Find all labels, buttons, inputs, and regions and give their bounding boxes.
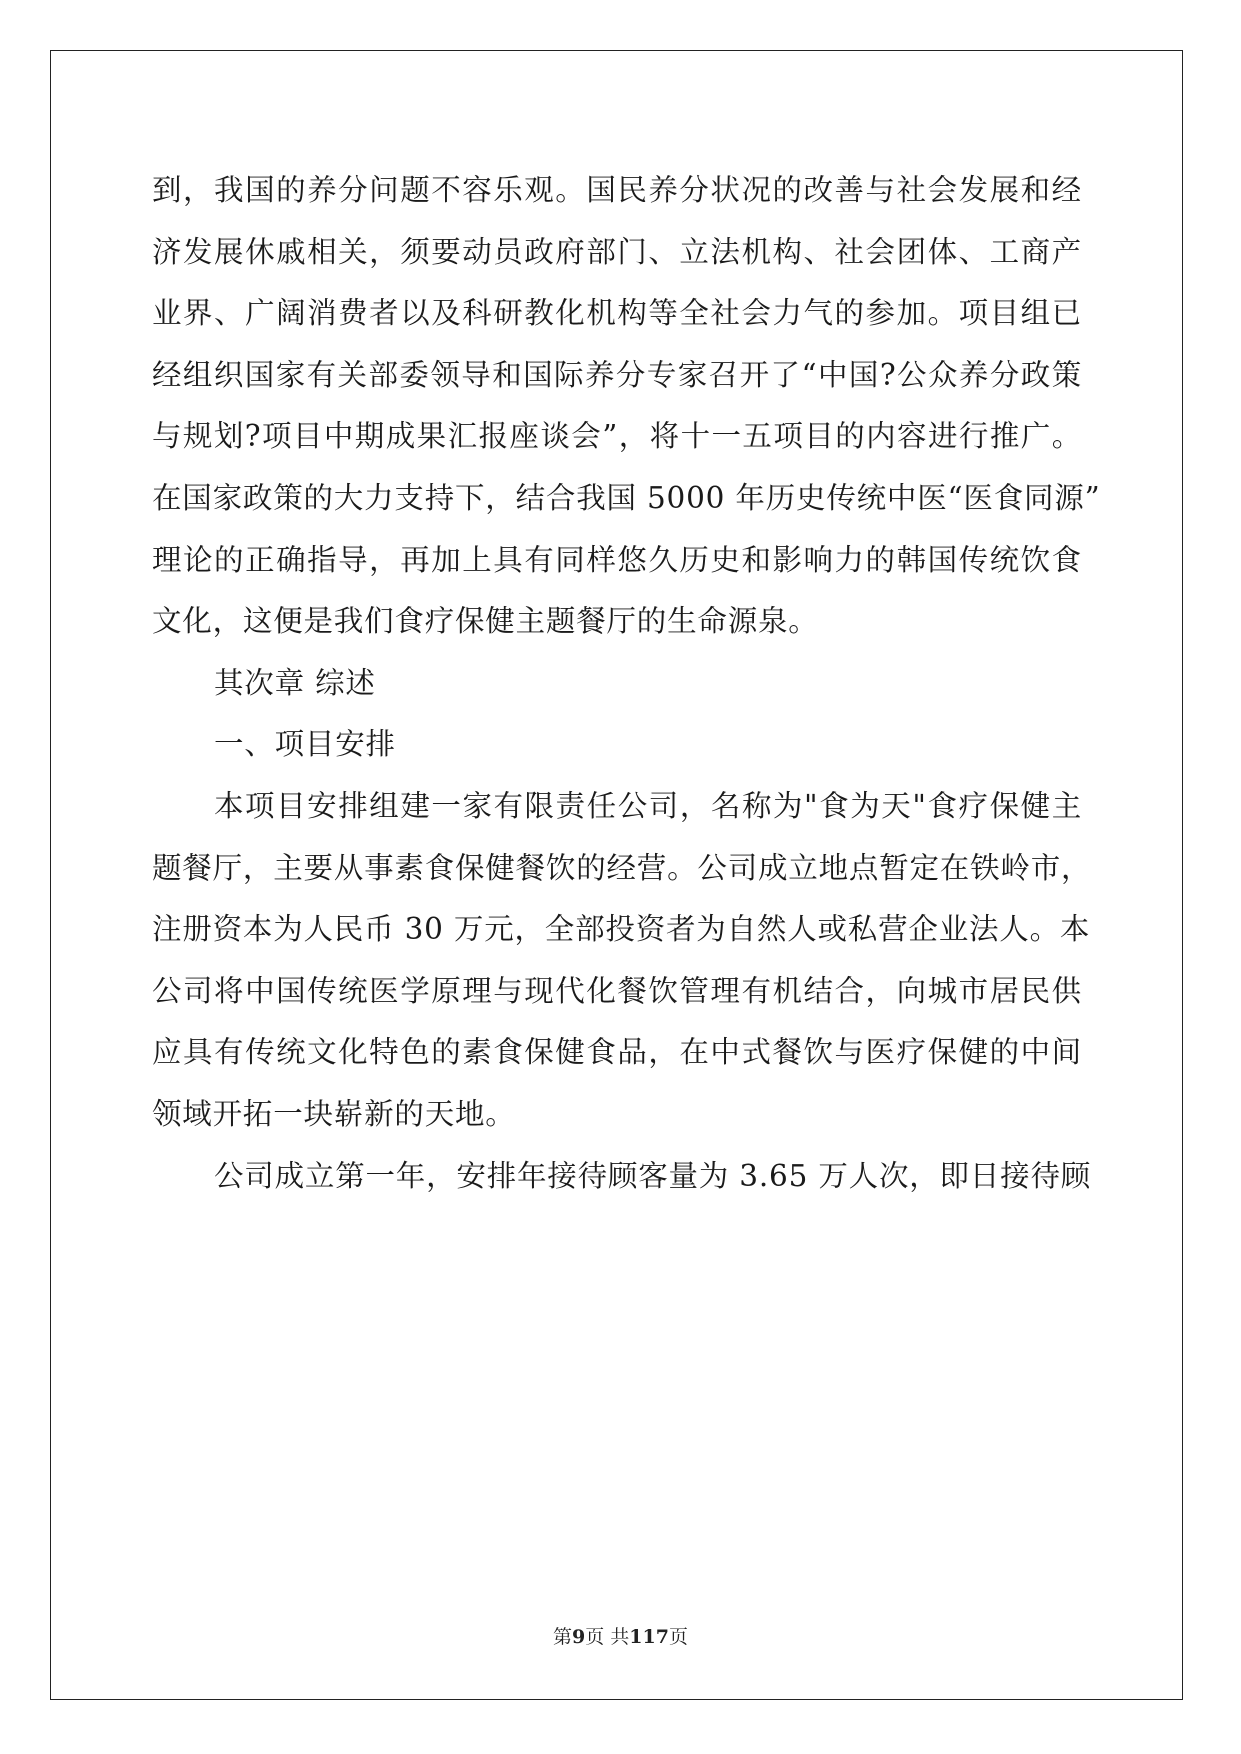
text-line: 注册资本为人民币 30 万元，全部投资者为自然人或私营企业法人。本: [152, 912, 1091, 947]
text-line: 在国家政策的大力支持下，结合我国 5000 年历史传统中医“医食同源”: [152, 480, 1101, 515]
page-footer: [0, 1622, 1241, 1649]
text-line: 经组织国家有关部委领导和国际养分专家召开了“中国?公众养分政策: [152, 357, 1082, 392]
text-line: 文化，这便是我们食疗保健主题餐厅的生命源泉。: [152, 604, 819, 639]
text-line: 公司将中国传统医学原理与现代化餐饮管理有机结合，向城市居民供: [152, 973, 1082, 1008]
text-line: 理论的正确指导，再加上具有同样悠久历史和影响力的韩国传统饮食: [152, 542, 1082, 577]
text-line: 本项目安排组建一家有限责任公司，名称为"食为天"食疗保健主: [214, 788, 1082, 823]
text-line: 题餐厅，主要从事素食保健餐饮的经营。公司成立地点暂定在铁岭市，: [152, 850, 1092, 885]
text-line: 与规划?项目中期成果汇报座谈会”，将十一五项目的内容进行推广。: [152, 419, 1082, 454]
text-line: 一、项目安排: [214, 727, 396, 762]
footer-prefix: 第: [553, 1626, 573, 1648]
text-line: 公司成立第一年，安排年接待顾客量为 3.65 万人次，即日接待顾: [214, 1158, 1092, 1193]
document-body: [152, 160, 1101, 1207]
text-line: 到，我国的养分问题不容乐观。国民养分状况的改善与社会发展和经: [152, 173, 1082, 207]
footer-suffix: 页: [668, 1626, 688, 1648]
text-line: 其次章 综述: [214, 665, 376, 700]
text-line: 领域开拓一块崭新的天地。: [152, 1096, 516, 1131]
current-page-number: 9: [572, 1626, 586, 1648]
total-page-count: 117: [629, 1626, 669, 1648]
text-line: 应具有传统文化特色的素食保健食品，在中式餐饮与医疗保健的中间: [152, 1035, 1082, 1070]
footer-middle: 页 共: [585, 1626, 630, 1648]
text-line: 济发展休戚相关，须要动员政府部门、立法机构、社会团体、工商产: [152, 234, 1082, 269]
text-line: 业界、广阔消费者以及科研教化机构等全社会力气的参加。项目组已: [152, 296, 1082, 331]
